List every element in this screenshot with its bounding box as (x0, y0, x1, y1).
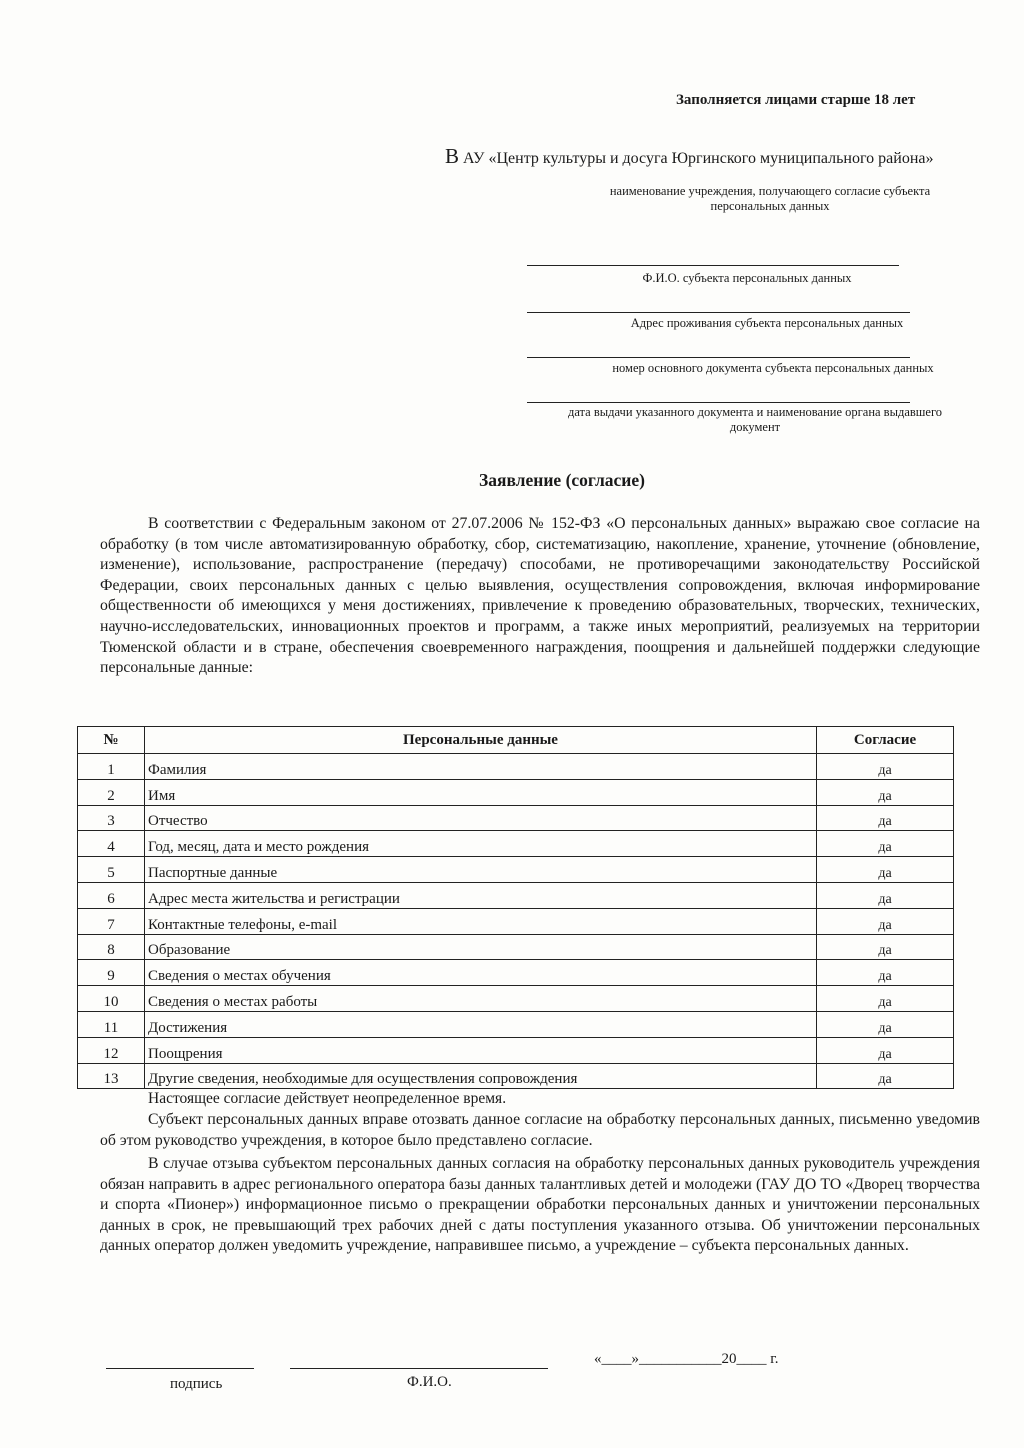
row-consent[interactable]: да (817, 805, 954, 831)
row-item: Имя (145, 779, 817, 805)
fio-signature-field-line[interactable] (290, 1368, 548, 1369)
row-number: 8 (78, 934, 145, 960)
organization-caption (560, 184, 980, 214)
row-consent[interactable]: да (817, 831, 954, 857)
row-item: Сведения о местах работы (145, 986, 817, 1012)
row-number: 6 (78, 882, 145, 908)
row-item: Фамилия (145, 754, 817, 780)
table-row (78, 805, 954, 831)
row-item: Сведения о местах обучения (145, 960, 817, 986)
header-consent: Согласие (817, 727, 954, 754)
fio-signature-label: Ф.И.О. (407, 1374, 452, 1390)
issue-caption-line1: дата выдачи указанного документа и наименование органа выдавшего (567, 405, 943, 419)
addressee-line (445, 144, 933, 169)
row-number: 10 (78, 986, 145, 1012)
table-row (78, 779, 954, 805)
issue-caption (515, 405, 995, 435)
document-title: Заявление (согласие) (479, 470, 645, 490)
row-consent[interactable]: да (817, 857, 954, 883)
issue-field-line[interactable] (527, 402, 910, 403)
row-consent[interactable]: да (817, 908, 954, 934)
row-consent[interactable]: да (817, 1037, 954, 1063)
row-item: Другие сведения, необходимые для осуществления сопровождения (145, 1063, 817, 1089)
revocation-paragraph: В случае отзыва субъектом персональных данных согласия на обработку персональных данных руководитель учреждения обязан направить в адрес регионального оператора базы данных талантливых детей и молодежи (ГАУ ДО ТО «Дворец творчества и спорта «Пионер») информационное письмо о прекращении обработки персональных данных и уничтожении персональных данных в срок, не превышающий трех рабочих дней с даты поступления указанного отзыва. Об уничтожении персональных данных оператор должен уведомить учреждение, направившее письмо, а учреждение – субъекта персональных данных. (100, 1155, 980, 1255)
row-consent[interactable]: да (817, 960, 954, 986)
personal-data-table (77, 726, 954, 1089)
fio-field-line[interactable] (527, 265, 899, 266)
row-consent[interactable]: да (817, 1063, 954, 1089)
row-consent[interactable]: да (817, 1011, 954, 1037)
row-number: 13 (78, 1063, 145, 1089)
row-consent[interactable]: да (817, 986, 954, 1012)
row-consent[interactable]: да (817, 754, 954, 780)
table-header-row (78, 727, 954, 754)
table-row (78, 882, 954, 908)
row-item: Год, месяц, дата и место рождения (145, 831, 817, 857)
row-item: Поощрения (145, 1037, 817, 1063)
table-row (78, 986, 954, 1012)
row-consent[interactable]: да (817, 882, 954, 908)
document-field-line[interactable] (527, 357, 910, 358)
header-number: № (78, 727, 145, 754)
row-item: Отчество (145, 805, 817, 831)
table-row (78, 908, 954, 934)
table-row (78, 1011, 954, 1037)
row-number: 1 (78, 754, 145, 780)
header-personal-data: Персональные данные (145, 727, 817, 754)
address-caption: Адрес проживания субъекта персональных данных (630, 316, 904, 330)
row-item: Паспортные данные (145, 857, 817, 883)
withdraw-paragraph: Субъект персональных данных вправе отозвать данное согласие на обработку персональных данных, письменно уведомив об этом руководство учреждения, в которое было представлено согласие. (100, 1111, 980, 1149)
age-requirement-note: Заполняется лицами старше 18 лет (676, 92, 916, 108)
table-row (78, 1037, 954, 1063)
organization-name: АУ «Центр культуры и досуга Юргинского муниципального района» (463, 150, 934, 167)
table-row (78, 857, 954, 883)
table-row (78, 934, 954, 960)
fio-caption: Ф.И.О. субъекта персональных данных (642, 271, 852, 285)
row-item: Образование (145, 934, 817, 960)
row-consent[interactable]: да (817, 779, 954, 805)
table-row (78, 960, 954, 986)
address-field-line[interactable] (527, 312, 910, 313)
date-field[interactable]: «____»___________20____ г. (594, 1351, 779, 1367)
row-number: 9 (78, 960, 145, 986)
issue-caption-line2: документ (729, 420, 781, 434)
organization-caption-line1: наименование учреждения, получающего согласие субъекта (609, 184, 931, 198)
signature-field-line[interactable] (106, 1368, 254, 1369)
document-caption: номер основного документа субъекта персональных данных (612, 361, 934, 375)
row-number: 5 (78, 857, 145, 883)
table-row (78, 1063, 954, 1089)
row-number: 12 (78, 1037, 145, 1063)
row-number: 4 (78, 831, 145, 857)
row-number: 3 (78, 805, 145, 831)
validity-text: Настоящее согласие действует неопределенное время. (148, 1090, 507, 1107)
row-consent[interactable]: да (817, 934, 954, 960)
row-number: 7 (78, 908, 145, 934)
row-number: 11 (78, 1011, 145, 1037)
row-item: Адрес места жительства и регистрации (145, 882, 817, 908)
addressee-prefix: В (445, 144, 460, 168)
table-row (78, 831, 954, 857)
intro-paragraph: В соответствии с Федеральным законом от 27.07.2006 № 152-ФЗ «О персональных данных» выражаю свое согласие на обработку (в том числе автоматизированную обработку, сбор, систематизацию, накопление, хранение, уточнение (обновление, изменение), использование, распространение (передачу) способами, не противоречащими законодательству Российской Федерации, своих персональных данных с целью выявления, осуществления сопровождения, включая информирование общественности об имеющихся у меня достижениях, привлечение к проведению образовательных, творческих, технических, научно-исследовательских, инновационных проектов и программ, а также иных мероприятий, реализуемых на территории Тюменской области и в стране, обеспечения своевременного награждения, поощрения и дальнейшей поддержки следующие персональные данные: (100, 515, 980, 677)
row-number: 2 (78, 779, 145, 805)
row-item: Контактные телефоны, e-mail (145, 908, 817, 934)
organization-caption-line2: персональных данных (710, 199, 830, 213)
table-row (78, 754, 954, 780)
row-item: Достижения (145, 1011, 817, 1037)
signature-label: подпись (170, 1376, 223, 1392)
